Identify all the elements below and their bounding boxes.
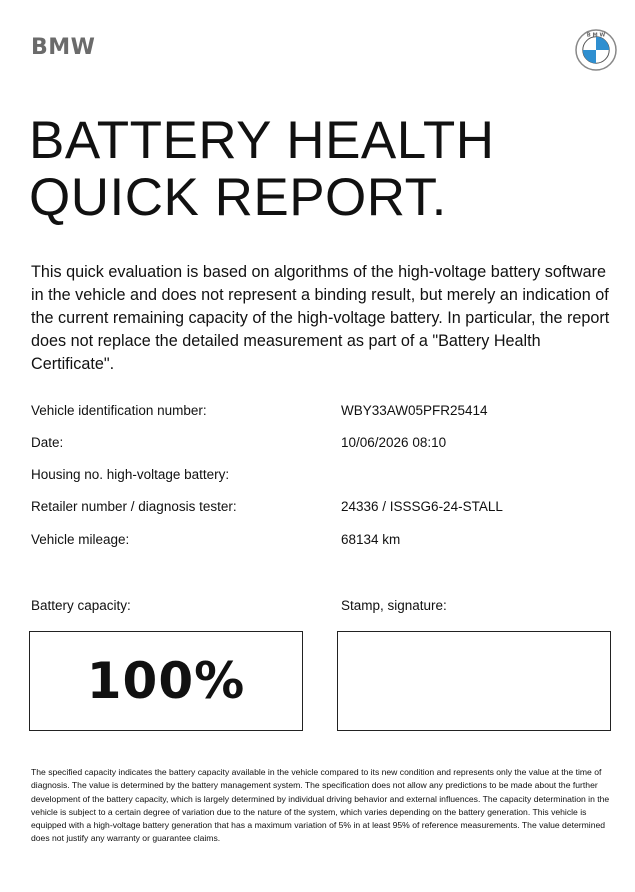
battery-capacity-label: Battery capacity: [31, 598, 131, 613]
intro-paragraph: This quick evaluation is based on algorithms of the high-voltage battery software in the vehicle and does not represent a binding result, but merely an indication of the current remaining capacity of the high-voltage battery. In particular, the report does not replace the detailed measurement as part of a "Battery Health Certificate". [31, 263, 610, 373]
date-label: Date: [31, 435, 64, 450]
detail-row-vin [31, 401, 611, 421]
retailer-value: 24336 / ISSSG6-24-STALL [341, 499, 503, 514]
bmw-roundel-logo-icon [575, 29, 617, 71]
battery-capacity-box [29, 631, 303, 731]
retailer-label: Retailer number / diagnosis tester: [31, 499, 237, 514]
vin-value: WBY33AW05PFR25414 [341, 403, 488, 418]
title-line-1: BATTERY HEALTH [29, 111, 495, 170]
detail-row-mileage [31, 530, 611, 550]
detail-row-date [31, 433, 611, 453]
svg-text:B M W: B M W [586, 32, 606, 39]
mileage-value: 68134 km [341, 532, 401, 547]
housing-label: Housing no. high-voltage battery: [31, 467, 230, 482]
detail-row-housing [31, 465, 611, 485]
battery-capacity-value: 100% [86, 652, 246, 710]
stamp-signature-box [337, 631, 611, 731]
date-value: 10/06/2026 08:10 [341, 435, 447, 450]
title-line-2: QUICK REPORT. [29, 168, 447, 227]
page-title [29, 112, 619, 226]
stamp-signature-label: Stamp, signature: [341, 598, 447, 613]
vin-label: Vehicle identification number: [31, 403, 207, 418]
footnote-disclaimer: The specified capacity indicates the battery capacity available in the vehicle compared to its new condition and represents only the value at the time of diagnosis. The value is determined by the battery management system. The specification does not allow any predictions to be made about the further development of the battery capacity, which is largely determined by individual driving behavior and external influences. The capacity determination in the vehicle is subject to a certain degree of variation due to the nature of the system, which varies depending on the battery generation. This vehicle is equipped with a high-voltage battery generation that has a maximum variation of 5% in at least 95% of reference measurements. The value determined does not justify any warranty or guarantee claims. [31, 767, 610, 844]
brand-wordmark: BMW [31, 35, 96, 60]
detail-row-retailer [31, 497, 611, 517]
mileage-label: Vehicle mileage: [31, 532, 130, 547]
